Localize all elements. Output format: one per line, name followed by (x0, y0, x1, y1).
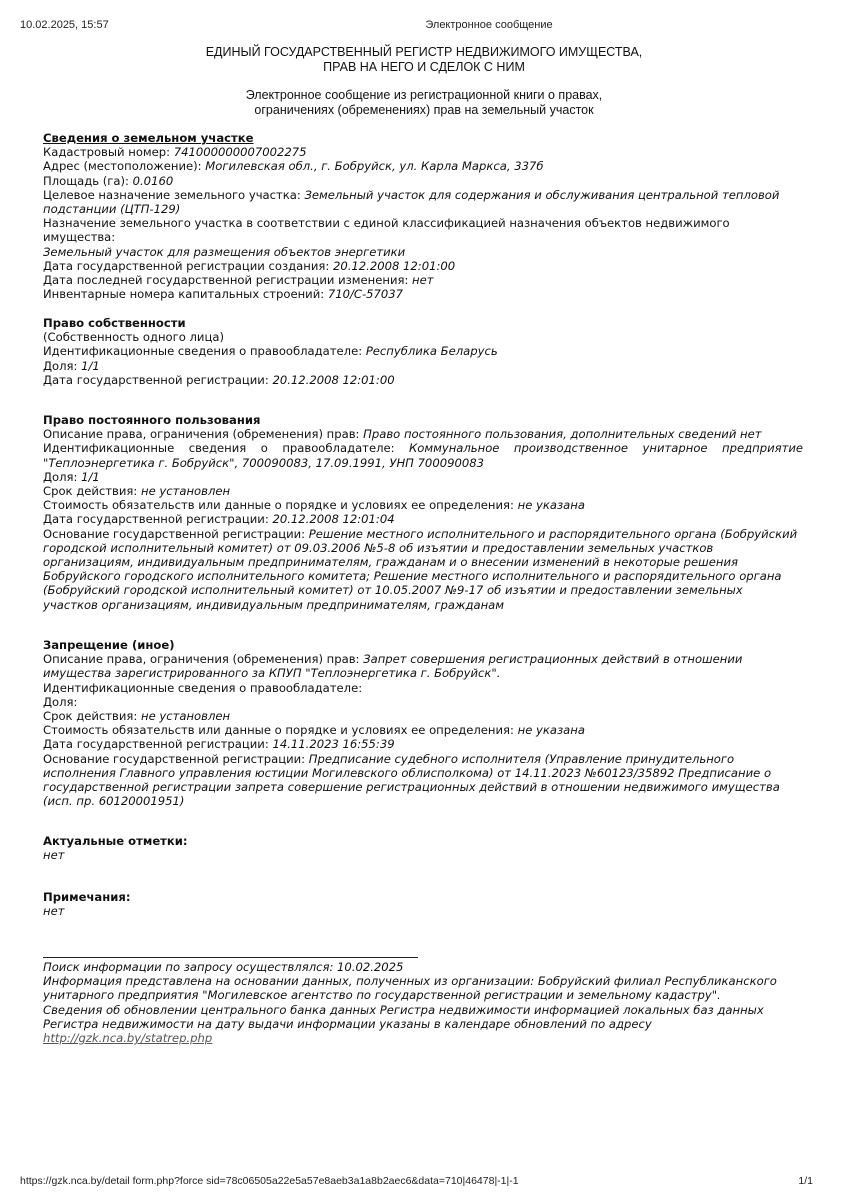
statrep-link[interactable]: http://gzk.nca.by/statrep.php (43, 1031, 213, 1046)
inventory-row (43, 287, 803, 301)
field-label: Срок действия: (43, 709, 141, 724)
prohibition-section (43, 638, 803, 808)
section-title: Право постоянного пользования (43, 413, 261, 427)
holder-value: Коммунальное производственное унитарное предприятие (409, 441, 803, 456)
purpose-value: Земельный участок для содержания и обслуживания центральной тепловой (304, 187, 780, 202)
cost-value: не указана (517, 723, 585, 738)
footer-note-line: Информация представлена на основании данных, полученных из организации: Бобруйский филиал Республиканского (43, 974, 777, 989)
field-label: Идентификационные сведения о правообладателе: (43, 344, 366, 359)
field-label: Дата государственной регистрации: (43, 512, 273, 527)
current-marks-section (43, 834, 803, 862)
field-label: Площадь (га): (43, 173, 133, 188)
cadastral-number: 741000000007002275 (173, 145, 307, 160)
description-value: Запрет совершения регистрационных действий в отношении (363, 652, 743, 667)
footer-note-line: Сведения об обновлении центрального банка данных Регистра недвижимости информацией локальных баз данных (43, 1002, 764, 1017)
section-title: Актуальные отметки: (43, 834, 188, 848)
term-value: не установлен (140, 484, 231, 499)
print-title: Электронное сообщение (425, 19, 553, 31)
registry-title-line: ЕДИНЫЙ ГОСУДАРСТВЕННЫЙ РЕГИСТР НЕДВИЖИМОГО ИМУЩЕСТВА, (205, 45, 643, 59)
field-label: Основание государственной регистрации: (43, 526, 309, 541)
address-row (43, 159, 803, 173)
field-label: Основание государственной регистрации: (43, 751, 309, 766)
basis-value: Предписание судебного исполнителя (Управление принудительного (308, 751, 735, 766)
reg-date-value: 20.12.2008 12:01:00 (272, 372, 395, 387)
description-value: Право постоянного пользования, дополнительных сведений нет (363, 427, 762, 442)
reg-date-row (43, 737, 803, 751)
basis-row (43, 752, 803, 766)
basis-value-cont: государственной регистрации запрета совершение регистрационных действий в отношении недвижимого имущества (43, 780, 780, 795)
reg-date-value: 20.12.2008 12:01:04 (272, 512, 395, 527)
section-title: Право собственности (43, 316, 186, 330)
footer-note-line: Поиск информации по запросу осуществлялся: 10.02.2025 (43, 960, 404, 974)
section-title: Запрещение (иное) (43, 638, 175, 652)
field-label: Дата государственной регистрации создания: (43, 258, 333, 273)
description-row (43, 427, 803, 441)
section-title: Сведения о земельном участке (43, 131, 254, 145)
field-label: Дата государственной регистрации: (43, 372, 273, 387)
registry-title (0, 45, 848, 75)
ownership-kind: (Собственность одного лица) (43, 330, 224, 345)
holder-value-cont: "Теплоэнергетика г. Бобруйск", 700090083, 17.09.1991, УНП 700090083 (43, 455, 484, 470)
basis-value-cont: городской исполнительный комитет) от 09.03.2006 №5-8 об изъятии и предоставлении земельных участков (43, 540, 714, 555)
share-row (43, 470, 803, 484)
holder-row (43, 441, 803, 455)
area-row (43, 174, 803, 188)
classification-value: Земельный участок для размещения объектов энергетики (43, 244, 406, 259)
message-title (0, 88, 848, 118)
footer-note-line: унитарного предприятия "Могилевское агентство по государственной регистрации и земельному кадастру". (43, 988, 721, 1003)
section-title: Примечания: (43, 890, 131, 904)
created-date-row (43, 259, 803, 273)
basis-value-cont: организациям, индивидуальным предпринимателям, гражданам и о внесении изменений в некоторые решения (43, 555, 738, 570)
field-label: Доля: (43, 358, 82, 373)
address-value: Могилевская обл., г. Бобруйск, ул. Карла Маркса, 337б (205, 159, 544, 174)
description-row (43, 652, 803, 666)
purpose-row (43, 188, 803, 202)
holder-label: Идентификационные сведения о правообладателе: (43, 680, 363, 695)
parcel-section (43, 131, 803, 301)
basis-value-cont: исполнения Главного управления юстиции Могилевского облисполкома) от 14.11.2023 №60123/35892 Предписание о (43, 765, 772, 780)
field-label: Доля: (43, 469, 82, 484)
cost-value: не указана (517, 498, 585, 513)
field-label: Дата государственной регистрации: (43, 737, 273, 752)
basis-value-cont: (исп. пр. 60120001951) (43, 794, 185, 809)
area-value: 0.0160 (132, 173, 174, 188)
share-value: 1/1 (81, 358, 100, 373)
permanent-use-section (43, 413, 803, 612)
footer-divider (43, 957, 418, 958)
field-label: Идентификационные сведения о правообладателе: (43, 441, 410, 456)
inventory-value: 710/C-57037 (327, 287, 404, 302)
print-date: 10.02.2025, 15:57 (20, 19, 109, 31)
field-label: Срок действия: (43, 484, 141, 499)
last-change-row (43, 273, 803, 287)
footer-note-line: Регистра недвижимости на дату выдачи информации указаны в календаре обновлений по адресу (43, 1016, 652, 1031)
field-label: Описание права, ограничения (обременения) прав: (43, 652, 364, 667)
footer-notes (43, 960, 803, 1045)
classification-label: Назначение земельного участка в соответствии с единой классификацией назначения объектов недвижимого имущества: (43, 216, 730, 245)
field-label: Стоимость обязательств или данные о порядке и условиях ее определения: (43, 723, 518, 738)
last-change-value: нет (412, 273, 434, 288)
term-row (43, 709, 803, 723)
message-title-line: ограничениях (обременениях) прав на земельный участок (254, 103, 594, 117)
print-url: https://gzk.nca.by/detail form.php?force sid=78c06505a22e5a57e8aeb3a1a8b2aec6&data=710|46478|-1|-1 (20, 1175, 519, 1187)
field-label: Описание права, ограничения (обременения) прав: (43, 427, 364, 442)
basis-row (43, 527, 803, 541)
reg-date-value: 14.11.2023 16:55:39 (272, 737, 395, 752)
holder-value: Республика Беларусь (365, 344, 498, 359)
basis-value-cont: (Бобруйский городской исполнительный комитет) от 10.05.2007 №9-17 об изъятии и предоставлении земельных (43, 583, 743, 598)
field-label: Стоимость обязательств или данные о порядке и условиях ее определения: (43, 498, 518, 513)
page-number: 1/1 (798, 1175, 813, 1187)
share-value: 1/1 (81, 469, 100, 484)
field-label: Инвентарные номера капитальных строений: (43, 287, 328, 302)
notes-section (43, 890, 803, 918)
basis-value: Решение местного исполнительного и распорядительного органа (Бобруйский (308, 526, 798, 541)
description-value-cont: имущества зарегистрированного за КПУП "Теплоэнергетика г. Бобруйск". (43, 666, 501, 681)
share-label: Доля: (43, 694, 78, 709)
reg-date-row (43, 373, 803, 387)
field-label: Адрес (местоположение): (43, 159, 206, 174)
notes-value: нет (43, 904, 65, 919)
purpose-value-cont: подстанции (ЦТП-129) (43, 202, 181, 217)
basis-value-cont: участков организациям, индивидуальным предпринимателям, гражданам (43, 597, 504, 612)
message-title-line: Электронное сообщение из регистрационной книги о правах, (245, 88, 603, 102)
term-value: не установлен (140, 709, 231, 724)
field-label: Целевое назначение земельного участка: (43, 187, 305, 202)
share-row (43, 359, 803, 373)
holder-row (43, 344, 803, 358)
field-label: Дата последней государственной регистрации изменения: (43, 273, 413, 288)
basis-value-cont: Бобруйского городского исполнительного комитета; Решение местного исполнительного и распорядительного органа (43, 569, 782, 584)
reg-date-row (43, 512, 803, 526)
cadastral-number-row (43, 145, 803, 159)
registry-title-line: ПРАВ НА НЕГО И СДЕЛОК С НИМ (323, 60, 525, 74)
ownership-section (43, 316, 803, 387)
current-marks-value: нет (43, 848, 65, 863)
cost-row (43, 498, 803, 512)
cost-row (43, 723, 803, 737)
term-row (43, 484, 803, 498)
field-label: Кадастровый номер: (43, 145, 174, 160)
created-date: 20.12.2008 12:01:00 (332, 258, 456, 273)
